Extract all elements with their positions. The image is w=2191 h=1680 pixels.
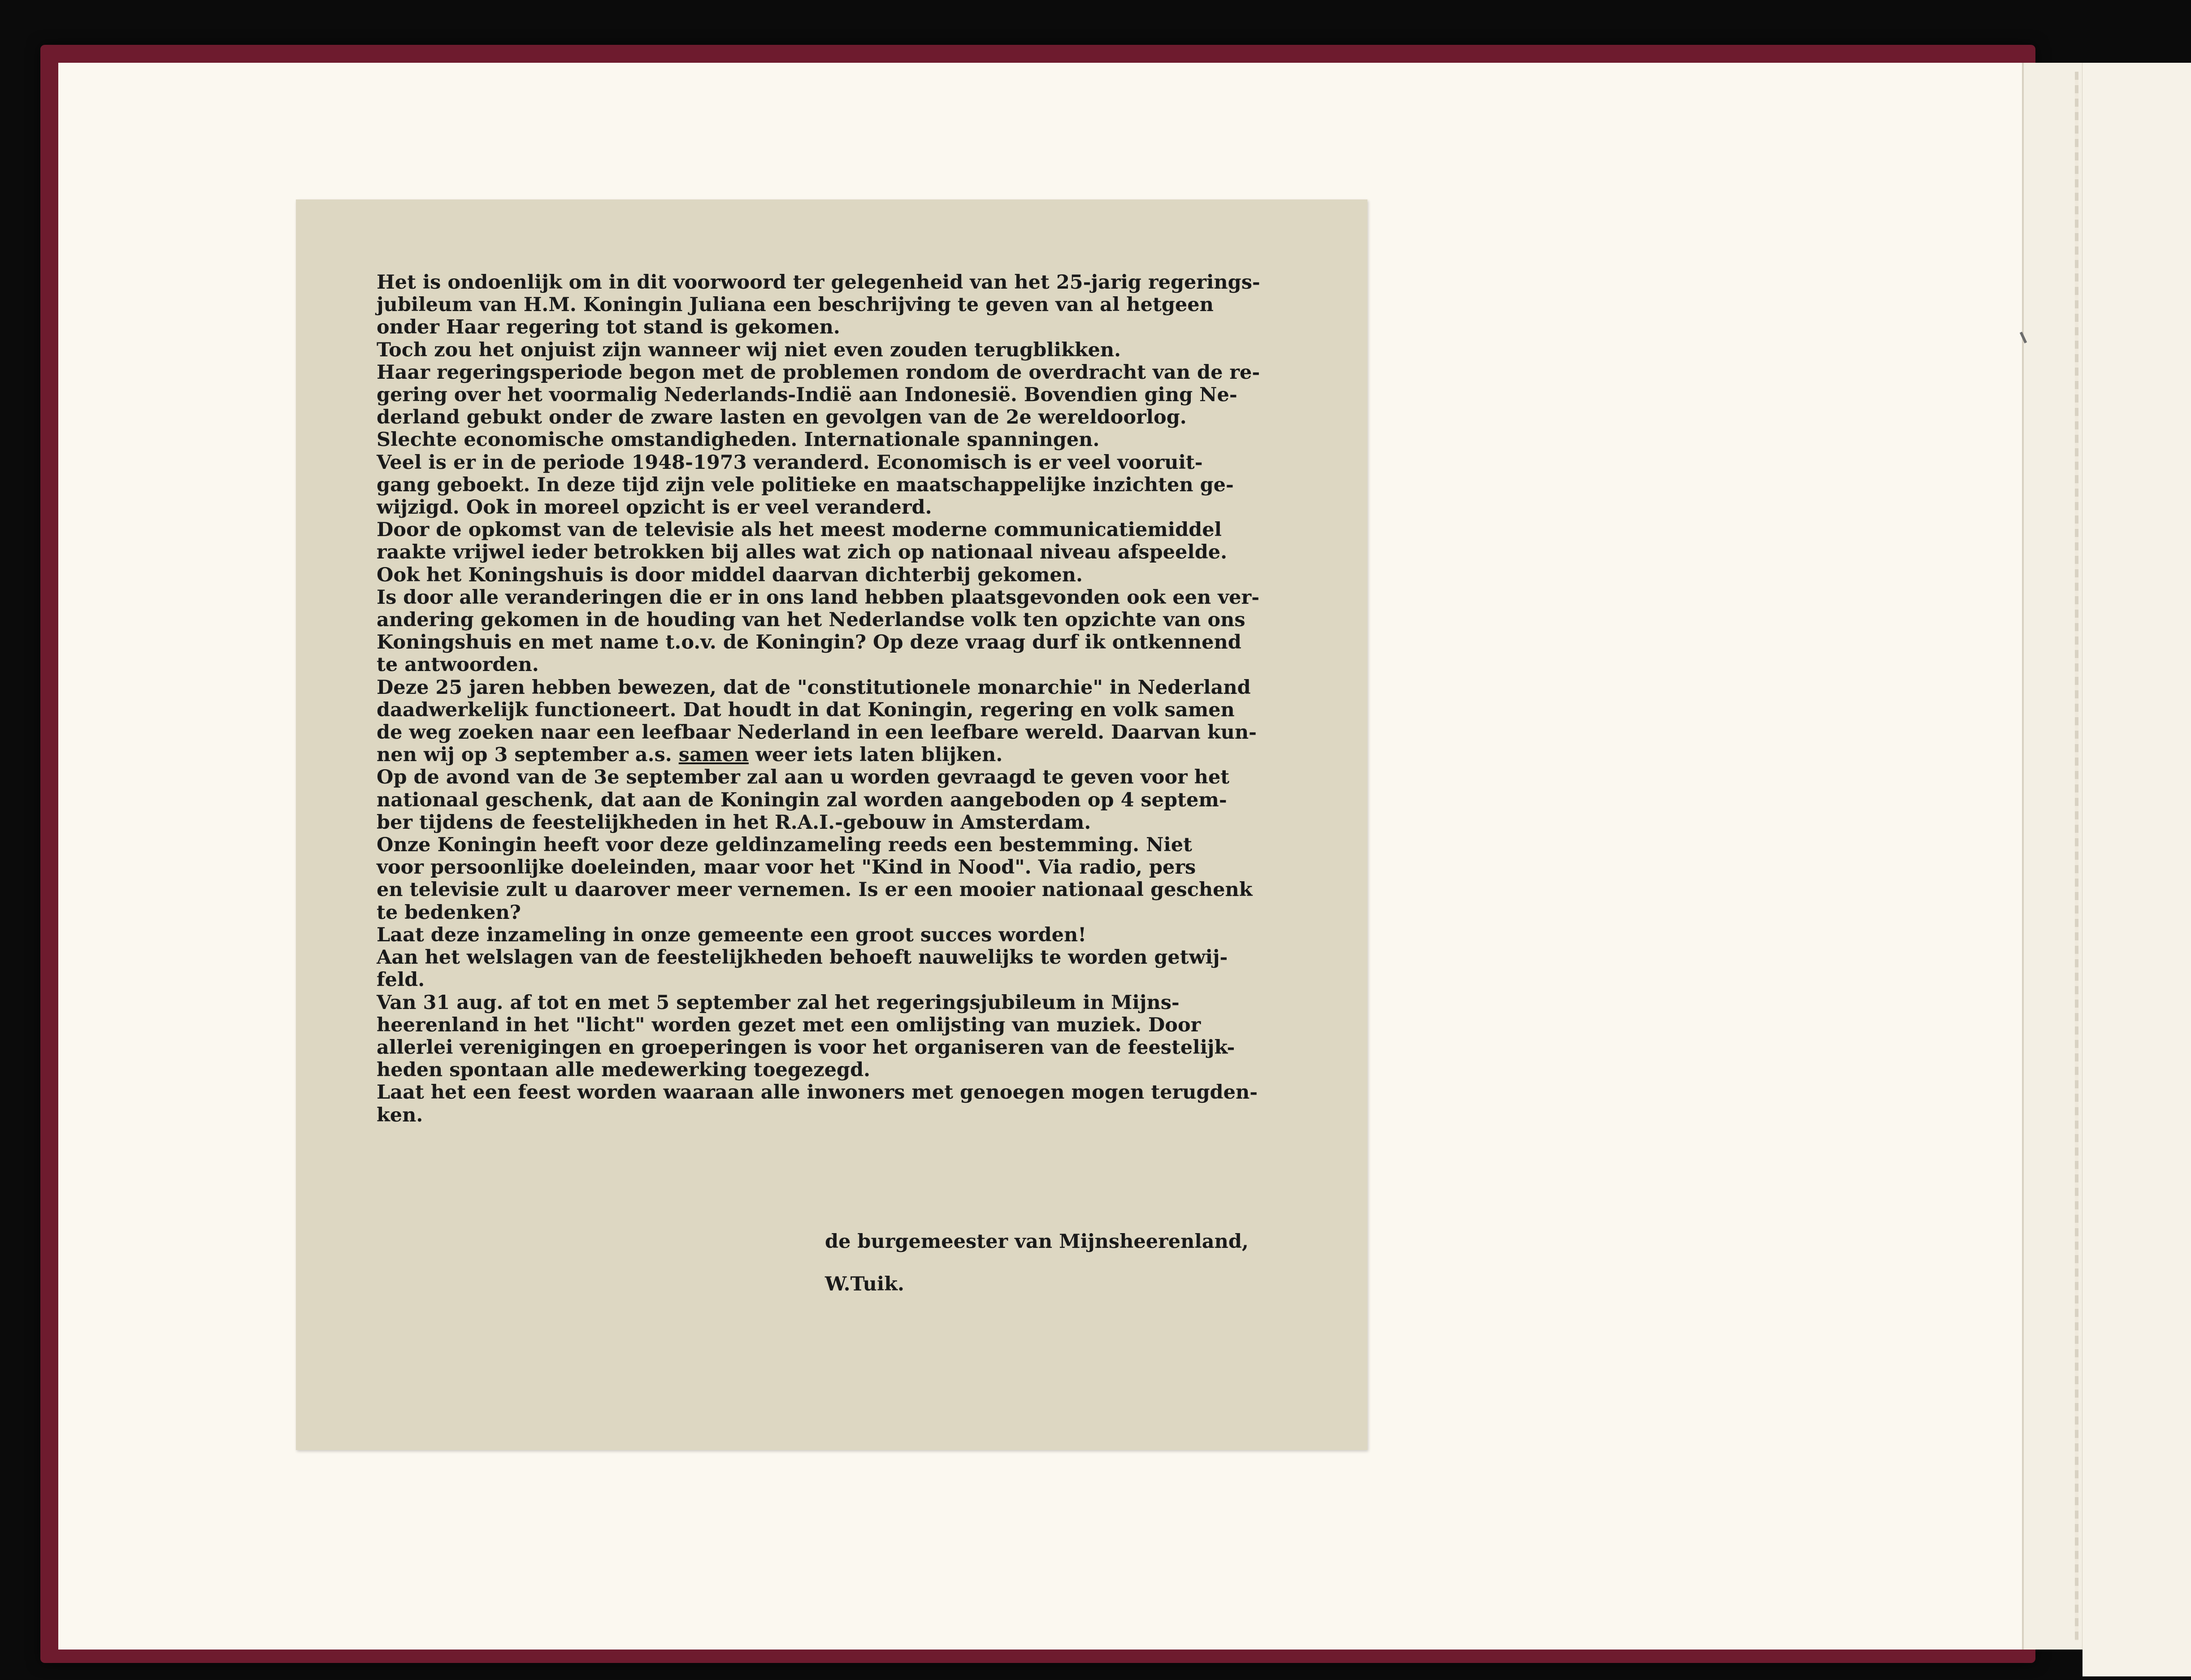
letter-line: jubileum van H.M. Koningin Juliana een beschrijving te geven van al hetgeen <box>377 294 1214 316</box>
letter-line: daadwerkelijk functioneert. Dat houdt in dat Koningin, regering en volk samen <box>377 698 1235 721</box>
letter-line: Onze Koningin heeft voor deze geldinzameling reeds een bestemming. Niet <box>377 834 1192 857</box>
letter-line: Koningshuis en met name t.o.v. de Koningin? Op deze vraag durf ik ontkennend <box>377 631 1241 654</box>
letter-line: wijzigd. Ook in moreel opzicht is er veel veranderd. <box>377 496 932 519</box>
letter-line: allerlei verenigingen en groeperingen is voor het organiseren van de feestelijk- <box>377 1036 1235 1059</box>
letter-line: derland gebukt onder de zware lasten en gevolgen van de 2e wereldoorlog. <box>377 406 1187 429</box>
letter-line: raakte vrijwel ieder betrokken bij alles wat zich op nationaal niveau afspeelde. <box>377 541 1228 564</box>
letter-line: ber tijdens de feestelijkheden in het R.A.I.-gebouw in Amsterdam. <box>377 811 1091 834</box>
line-text-before: nen wij op 3 september a.s. <box>377 744 679 766</box>
letter-line: Deze 25 jaren hebben bewezen, dat de "constitutionele monarchie" in Nederland <box>377 676 1251 699</box>
letter-signatory: W.Tuik. <box>825 1273 904 1295</box>
letter-line: Is door alle veranderingen die er in ons land hebben plaatsgevonden ook een ver- <box>377 586 1260 609</box>
album-next-page-edge <box>2083 63 2191 1676</box>
pasted-letter-sheet <box>296 199 1367 1450</box>
letter-line: de weg zoeken naar een leefbaar Nederland in een leefbare wereld. Daarvan kun- <box>377 721 1257 744</box>
letter-line: heerenland in het "licht" worden gezet met een omlijsting van muziek. Door <box>377 1013 1201 1036</box>
letter-line: Het is ondoenlijk om in dit voorwoord ter gelegenheid van het 25-jarig regerings- <box>377 271 1260 294</box>
letter-line: Veel is er in de periode 1948-1973 veranderd. Economisch is er veel vooruit- <box>377 451 1203 474</box>
letter-line: Aan het welslagen van de feestelijkheden behoeft nauwelijks te worden getwij- <box>377 946 1228 969</box>
letter-line: andering gekomen in de houding van het Nederlandse volk ten opzichte van ons <box>377 609 1245 632</box>
letter-body <box>377 271 1300 1126</box>
letter-line: Ook het Koningshuis is door middel daarvan dichterbij gekomen. <box>377 563 1083 586</box>
letter-line: voor persoonlijke doeleinden, maar voor het "Kind in Nood". Via radio, pers <box>377 856 1196 879</box>
letter-closing: de burgemeester van Mijnsheerenland, <box>825 1230 1249 1253</box>
underlined-word: samen <box>678 744 749 766</box>
letter-line: Toch zou het onjuist zijn wanneer wij niet even zouden terugblikken. <box>377 338 1121 361</box>
letter-line: Laat het een feest worden waaraan alle inwoners met genoegen mogen terugden- <box>377 1081 1258 1104</box>
letter-line: Haar regeringsperiode begon met de problemen rondom de overdracht van de re- <box>377 361 1260 384</box>
album-fold-strip <box>2075 72 2078 1641</box>
letter-line: gang geboekt. In deze tijd zijn vele politieke en maatschappelijke inzichten ge- <box>377 473 1234 496</box>
letter-line: feld. <box>377 969 425 992</box>
letter-line: en televisie zult u daarover meer vernemen. Is er een mooier nationaal geschenk <box>377 879 1253 901</box>
letter-line: onder Haar regering tot stand is gekomen. <box>377 316 840 339</box>
letter-line: Slechte economische omstandigheden. Internationale spanningen. <box>377 429 1100 451</box>
letter-line: ken. <box>377 1104 423 1126</box>
letter-line: Op de avond van de 3e september zal aan u worden gevraagd te geven voor het <box>377 766 1230 789</box>
letter-line: Door de opkomst van de televisie als het meest moderne communicatiemiddel <box>377 519 1222 541</box>
line-text-after: weer iets laten blijken. <box>748 744 1003 766</box>
letter-line: te bedenken? <box>377 901 521 924</box>
letter-line: te antwoorden. <box>377 654 539 676</box>
letter-line: Laat deze inzameling in onze gemeente een groot succes worden! <box>377 923 1087 946</box>
letter-line: heden spontaan alle medewerking toegezegd. <box>377 1059 871 1082</box>
letter-line: Van 31 aug. af tot en met 5 september zal het regeringsjubileum in Mijns- <box>377 991 1180 1014</box>
letter-line: nationaal geschenk, dat aan de Koningin zal worden aangeboden op 4 septem- <box>377 788 1227 811</box>
letter-line: gering over het voormalig Nederlands-Indië aan Indonesië. Bovendien ging Ne- <box>377 384 1237 407</box>
letter-line-underlined <box>377 744 1300 766</box>
signature-block <box>825 1230 1249 1295</box>
